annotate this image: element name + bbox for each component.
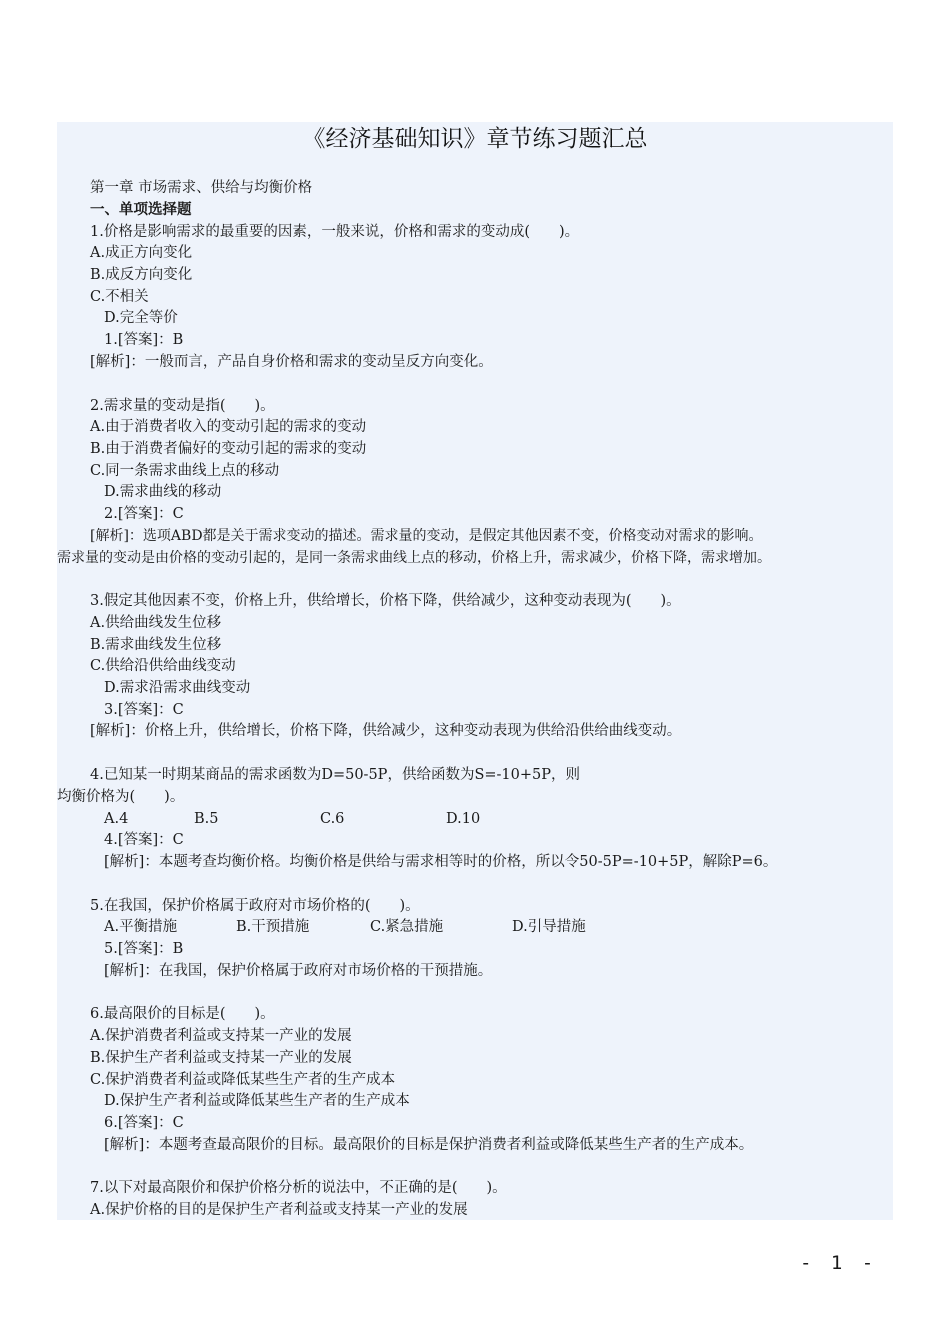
q1-option-d: D.完全等价 — [104, 310, 178, 326]
q5-analysis: [解析]：在我国，保护价格属于政府对市场价格的干预措施。 — [104, 963, 493, 979]
q4-answer: 4.[答案]：C — [104, 832, 184, 848]
q5-answer: 5.[答案]：B — [104, 941, 184, 957]
q4-analysis: [解析]：本题考查均衡价格。均衡价格是供给与需求相等时的价格，所以令50-5P=-10+5P，解除P=6。 — [104, 854, 778, 870]
q4-option-a: A.4 — [104, 811, 129, 827]
q2-option-a: A.由于消费者收入的变动引起的需求的变动 — [90, 419, 367, 435]
q1-answer: 1.[答案]：B — [104, 332, 184, 348]
q5-option-b: B.干预措施 — [236, 919, 310, 935]
page-number: - 1 - — [800, 1252, 878, 1274]
q4-stem-line1: 4.已知某一时期某商品的需求函数为D=50-5P，供给函数为S=-10+5P，则 — [90, 767, 581, 783]
q6-stem: 6.最高限价的目标是( )。 — [90, 1006, 275, 1022]
q2-option-b: B.由于消费者偏好的变动引起的需求的变动 — [90, 441, 367, 457]
section-heading: 一、单项选择题 — [90, 201, 192, 218]
q5-option-d: D.引导措施 — [512, 919, 586, 935]
q3-answer: 3.[答案]：C — [104, 702, 184, 718]
q3-analysis: [解析]：价格上升，供给增长，价格下降，供给减少，这种变动表现为供给沿供给曲线变动。 — [90, 723, 682, 739]
q4-option-b: B.5 — [194, 811, 219, 827]
q5-option-c: C.紧急措施 — [370, 919, 444, 935]
q5-stem: 5.在我国，保护价格属于政府对市场价格的( )。 — [90, 898, 420, 914]
q1-option-b: B.成反方向变化 — [90, 267, 193, 283]
q6-option-a: A.保护消费者利益或支持某一产业的发展 — [90, 1028, 352, 1044]
q2-option-d: D.需求曲线的移动 — [104, 484, 222, 500]
q7-option-a: A.保护价格的目的是保护生产者利益或支持某一产业的发展 — [90, 1202, 468, 1218]
chapter-heading: 第一章 市场需求、供给与均衡价格 — [90, 180, 313, 196]
q3-option-b: B.需求曲线发生位移 — [90, 637, 222, 653]
q6-answer: 6.[答案]：C — [104, 1115, 184, 1131]
q6-option-d: D.保护生产者利益或降低某些生产者的生产成本 — [104, 1093, 410, 1109]
q4-option-c: C.6 — [320, 811, 345, 827]
q5-option-a: A.平衡措施 — [104, 919, 178, 935]
q6-option-c: C.保护消费者利益或降低某些生产者的生产成本 — [90, 1072, 396, 1088]
q2-stem: 2.需求量的变动是指( )。 — [90, 398, 275, 414]
q3-option-a: A.供给曲线发生位移 — [90, 615, 222, 631]
q3-option-d: D.需求沿需求曲线变动 — [104, 680, 251, 696]
q2-analysis-line2: 需求量的变动是由价格的变动引起的，是同一条需求曲线上点的移动，价格上升，需求减少，价格下降，需求增加。 — [57, 550, 771, 566]
q2-analysis-line1: [解析]：选项ABD都是关于需求变动的描述。需求量的变动，是假定其他因素不变，价格变动对需求的影响。 — [90, 528, 763, 544]
q4-stem-line2: 均衡价格为( )。 — [57, 789, 185, 805]
q1-analysis: [解析]：一般而言，产品自身价格和需求的变动呈反方向变化。 — [90, 354, 493, 370]
q1-stem: 1.价格是影响需求的最重要的因素，一般来说，价格和需求的变动成( )。 — [90, 224, 580, 240]
q1-option-c: C.不相关 — [90, 289, 149, 305]
q2-option-c: C.同一条需求曲线上点的移动 — [90, 463, 280, 479]
document-title: 《经济基础知识》章节练习题汇总 — [302, 126, 648, 152]
q3-stem: 3.假定其他因素不变，价格上升，供给增长，价格下降，供给减少，这种变动表现为( )。 — [90, 593, 681, 609]
q7-stem: 7.以下对最高限价和保护价格分析的说法中，不正确的是( )。 — [90, 1180, 507, 1196]
q3-option-c: C.供给沿供给曲线变动 — [90, 658, 236, 674]
q6-option-b: B.保护生产者利益或支持某一产业的发展 — [90, 1050, 352, 1066]
q4-option-d: D.10 — [446, 811, 481, 827]
q6-analysis: [解析]：本题考查最高限价的目标。最高限价的目标是保护消费者利益或降低某些生产者的生产成本。 — [104, 1137, 754, 1153]
q1-option-a: A.成正方向变化 — [90, 245, 193, 261]
q2-answer: 2.[答案]：C — [104, 506, 184, 522]
